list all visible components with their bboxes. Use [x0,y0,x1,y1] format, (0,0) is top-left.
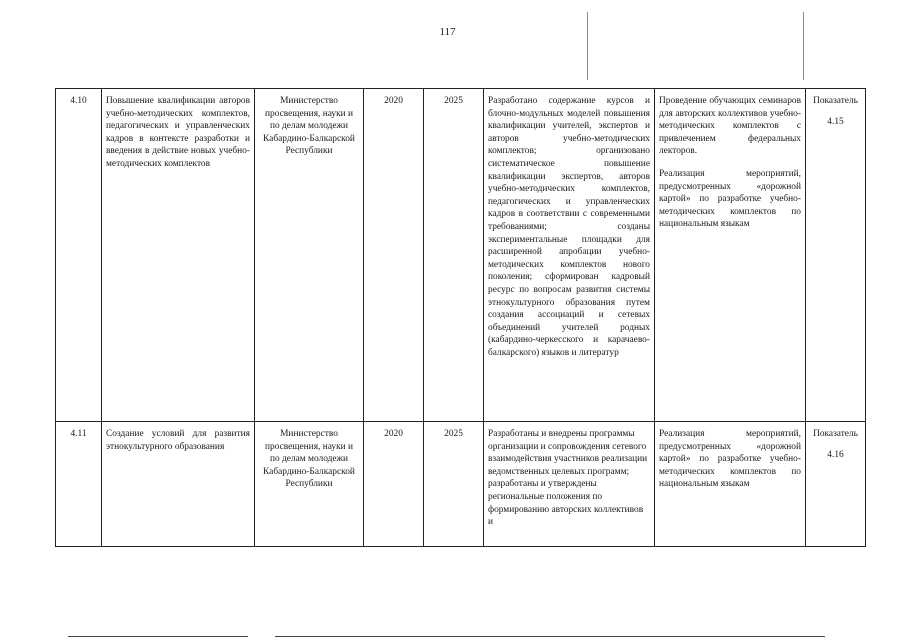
row-number: 4.10 [56,89,102,422]
measure-cell: Повышение квалификации авторов учебно-методических комплектов, педагогических и управленческих кадров в контексте разработки и введения в действие новых учебно-методических комплектов [102,89,255,422]
indicator-label: Показатель [813,429,858,439]
link-text-2: Реализация мероприятий, предусмотренных «дорожной картой» по разработке учебно-методических комплектов по национальным языкам [659,168,801,230]
spacer [659,158,801,168]
spacer [810,108,861,116]
scan-edge-line [68,636,248,637]
indicator-value: 4.15 [827,116,844,127]
responsible-cell: Министерство просвещения, науки и по делам молодежи Кабардино-Балкарской Республики [255,422,364,547]
measure-cell: Создание условий для развития этнокультурного образования [102,422,255,547]
scan-edge-line [275,636,825,637]
start-year-cell: 2020 [364,89,424,422]
indicator-cell [806,422,866,547]
link-cell: Реализация мероприятий, предусмотренных «дорожной картой» по разработке учебно-методических комплектов по национальным языкам [655,422,806,547]
scan-mark [803,12,804,80]
table-row [56,422,866,547]
link-cell [655,89,806,422]
end-year-cell: 2025 [424,422,484,547]
measures-table [55,88,866,547]
row-number: 4.11 [56,422,102,547]
responsible-cell: Министерство просвещения, науки и по делам молодежи Кабардино-Балкарской Республики [255,89,364,422]
scan-mark [587,12,588,80]
result-cell: Разработаны и внедрены программы организации и сопровождения сетевого взаимодействия участников реализации ведомственных целевых программ; разработаны и утверждены региональные положения по формированию авторских коллективов и [484,422,655,547]
indicator-cell [806,89,866,422]
indicator-label: Показатель [813,96,858,106]
spacer [810,441,861,449]
indicator-value: 4.16 [827,449,844,460]
page-number: 117 [439,26,456,38]
start-year-cell: 2020 [364,422,424,547]
result-cell: Разработано содержание курсов и блочно-модульных моделей повышения квалификации учителей, экспертов и авторов учебно-методических комплектов; организовано систематическое повышение квалификации экспертов, авторов учебно-методических комплектов, педагогических и управленческих кадров в соответствии с современными требованиями; созданы экспериментальные площадки для расширенной апробации учебно-методических комплектов нового поколения; сформирован кадровый ресурс по вопросам развития системы этнокультурного образования путем создания ассоциаций и сетевых объединений учителей родных (кабардино-черкесского и карачаево-балкарского) языков и литератур [484,89,655,422]
link-text: Проведение обучающих семинаров для авторских коллективов учебно-методических комплектов с привлечением федеральных лекторов. [659,96,801,157]
table-row [56,89,866,422]
end-year-cell: 2025 [424,89,484,422]
